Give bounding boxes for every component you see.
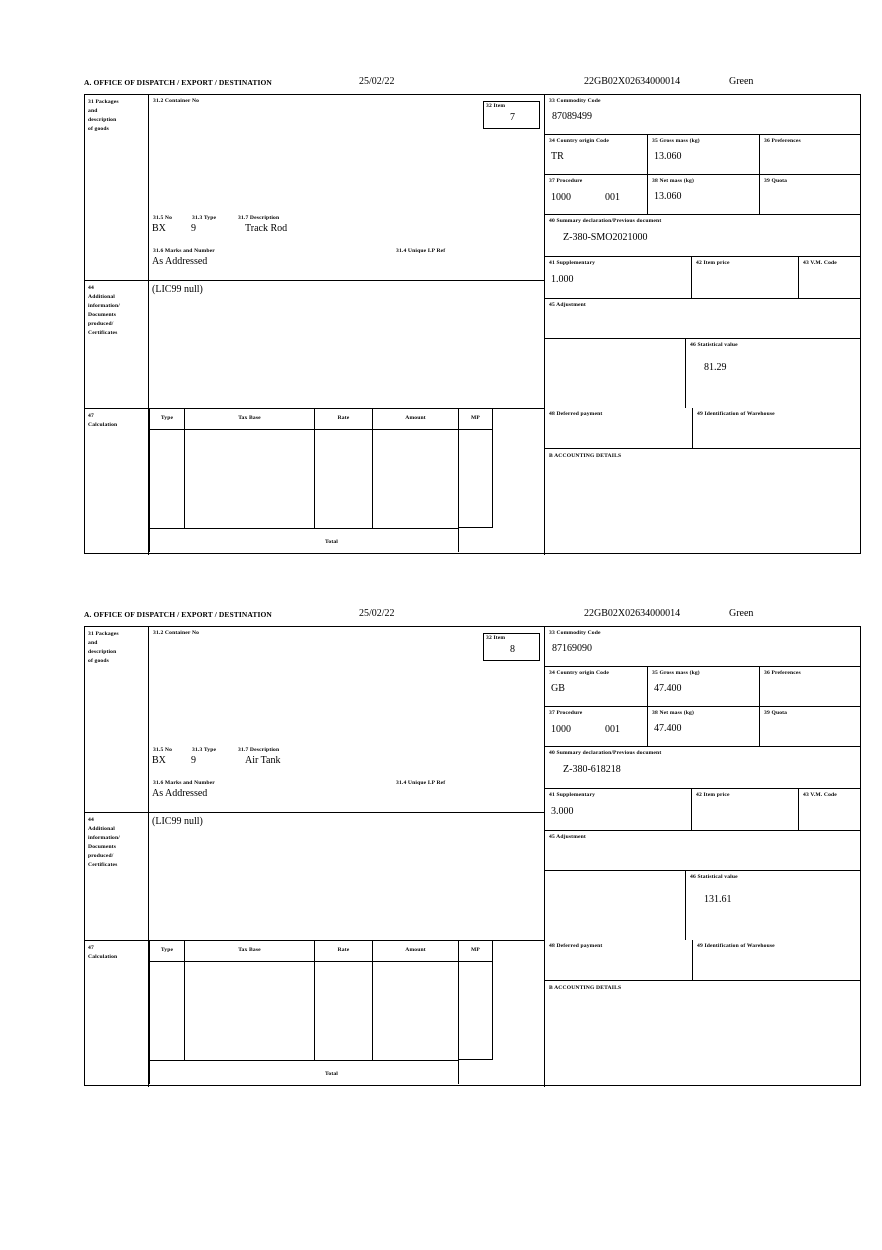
- procedure-additional-code-value: 001: [605, 724, 620, 735]
- box-32-item-number: [483, 101, 540, 129]
- calc-col-type-label: Type: [160, 947, 174, 953]
- box-34-label: 34 Country origin Code: [549, 138, 610, 144]
- box-36-label: 36 Preferences: [764, 138, 801, 144]
- box-47-label: 47 Calculation: [88, 945, 118, 960]
- box-32-label: 32 Item: [486, 635, 506, 641]
- marks-and-number-value: As Addressed: [152, 256, 208, 267]
- box-40-label: 40 Summary declaration/Previous document: [549, 218, 662, 224]
- box-46-label: 46 Statistical value: [690, 342, 738, 348]
- office-of-dispatch-label: A. OFFICE OF DISPATCH / EXPORT / DESTINATION: [84, 610, 272, 619]
- box-b-label: B ACCOUNTING DETAILS: [549, 453, 622, 459]
- box-37-label: 37 Procedure: [549, 178, 583, 184]
- box-37-label: 37 Procedure: [549, 710, 583, 716]
- box-31-3-label: 31.3 Type: [192, 747, 217, 753]
- box-b-label: B ACCOUNTING DETAILS: [549, 985, 622, 991]
- gross-mass-value: 13.060: [654, 150, 682, 162]
- box-42-label: 42 Item price: [696, 260, 730, 266]
- statistical-value-value: 131.61: [704, 893, 732, 905]
- box-44-label: 44 Additional information/ Documents produced/ Certificates: [88, 817, 120, 868]
- country-origin-code-value: GB: [551, 682, 565, 694]
- item-number-value: 7: [510, 112, 515, 123]
- calc-col-tax-base-label: Tax Base: [238, 947, 261, 953]
- box-34-label: 34 Country origin Code: [549, 670, 610, 676]
- marks-and-number-value: As Addressed: [152, 788, 208, 799]
- calc-col-mp-label: MP: [471, 947, 480, 953]
- calc-col-rate-label: Rate: [337, 415, 350, 421]
- declaration-date: 25/02/22: [359, 608, 395, 619]
- procedure-code-value: 1000: [551, 724, 571, 735]
- box-31-5-label: 31.5 No: [153, 747, 173, 753]
- box-38-label: 38 Net mass (kg): [652, 710, 695, 716]
- statistical-value-value: 81.29: [704, 361, 727, 373]
- declaration-date: 25/02/22: [359, 76, 395, 87]
- routing-lane: Green: [729, 608, 754, 619]
- goods-description-value: Air Tank: [245, 755, 281, 766]
- box-43-label: 43 V.M. Code: [803, 792, 837, 798]
- box-31-3-label: 31.3 Type: [192, 215, 217, 221]
- calc-col-rate-label: Rate: [337, 947, 350, 953]
- box-32-item-number: [483, 633, 540, 661]
- supplementary-units-value: 3.000: [551, 805, 574, 817]
- calc-col-amount-label: Amount: [405, 947, 426, 953]
- sheet-header-2: [84, 610, 861, 626]
- box-31-4-label: 31.4 Unique I.P Ref: [396, 780, 446, 786]
- box-33-label: 33 Commodity Code: [549, 98, 601, 104]
- box-46-label: 46 Statistical value: [690, 874, 738, 880]
- box-31-2-label: 31.2 Container No: [153, 630, 200, 636]
- box-32-label: 32 Item: [486, 103, 506, 109]
- sad-sheet-1: [84, 78, 861, 554]
- box-31-4-label: 31.4 Unique I.P Ref: [396, 248, 446, 254]
- box-40-label: 40 Summary declaration/Previous document: [549, 750, 662, 756]
- sheet-header-1: [84, 78, 861, 94]
- box-33-label: 33 Commodity Code: [549, 630, 601, 636]
- calc-total-label: Total: [325, 539, 338, 545]
- box-49-label: 49 Identification of Warehouse: [697, 411, 775, 417]
- box-47-label: 47 Calculation: [88, 413, 118, 428]
- box-36-label: 36 Preferences: [764, 670, 801, 676]
- box-31-label: 31 Packages and description of goods: [88, 99, 119, 132]
- box-38-label: 38 Net mass (kg): [652, 178, 695, 184]
- box-43-label: 43 V.M. Code: [803, 260, 837, 266]
- sad-grid-1: [84, 94, 861, 554]
- box-31-6-label: 31.6 Marks and Number: [153, 780, 215, 786]
- box-41-label: 41 Supplementary: [549, 792, 596, 798]
- packages-no-value: 9: [191, 223, 196, 234]
- box-39-label: 39 Quota: [764, 178, 788, 184]
- sad-grid-2: [84, 626, 861, 1086]
- gross-mass-value: 47.400: [654, 682, 682, 694]
- box-44-label: 44 Additional information/ Documents produced/ Certificates: [88, 285, 120, 336]
- box-31-6-label: 31.6 Marks and Number: [153, 248, 215, 254]
- office-of-dispatch-label: A. OFFICE OF DISPATCH / EXPORT / DESTINATION: [84, 78, 272, 87]
- packages-no-value: 9: [191, 755, 196, 766]
- box-31-2-label: 31.2 Container No: [153, 98, 200, 104]
- box-31-label: 31 Packages and description of goods: [88, 631, 119, 664]
- box-31-7-label: 31.7 Description: [238, 215, 280, 221]
- box-42-label: 42 Item price: [696, 792, 730, 798]
- box-41-label: 41 Supplementary: [549, 260, 596, 266]
- packages-type-value: BX: [152, 223, 166, 234]
- calc-total-label: Total: [325, 1071, 338, 1077]
- movement-reference-number: 22GB02X02634000014: [584, 608, 681, 619]
- box-49-label: 49 Identification of Warehouse: [697, 943, 775, 949]
- box-39-label: 39 Quota: [764, 710, 788, 716]
- additional-information-value: (LIC99 null): [152, 816, 203, 827]
- country-origin-code-value: TR: [551, 150, 564, 162]
- net-mass-value: 47.400: [654, 722, 682, 734]
- calc-col-tax-base-label: Tax Base: [238, 415, 261, 421]
- box-31-5-label: 31.5 No: [153, 215, 173, 221]
- supplementary-units-value: 1.000: [551, 273, 574, 285]
- box-35-label: 35 Gross mass (kg): [652, 138, 700, 144]
- box-48-label: 48 Deferred payment: [549, 411, 603, 417]
- previous-document-value: Z-380-618218: [563, 763, 621, 775]
- routing-lane: Green: [729, 76, 754, 87]
- net-mass-value: 13.060: [654, 190, 682, 202]
- additional-information-value: (LIC99 null): [152, 284, 203, 295]
- box-31-7-label: 31.7 Description: [238, 747, 280, 753]
- box-45-label: 45 Adjustment: [549, 834, 586, 840]
- procedure-code-value: 1000: [551, 192, 571, 203]
- commodity-code-value: 87089499: [552, 110, 592, 122]
- previous-document-value: Z-380-SMO2021000: [563, 231, 648, 243]
- procedure-additional-code-value: 001: [605, 192, 620, 203]
- calc-col-amount-label: Amount: [405, 415, 426, 421]
- calc-col-type-label: Type: [160, 415, 174, 421]
- item-number-value: 8: [510, 644, 515, 655]
- packages-type-value: BX: [152, 755, 166, 766]
- box-48-label: 48 Deferred payment: [549, 943, 603, 949]
- box-45-label: 45 Adjustment: [549, 302, 586, 308]
- movement-reference-number: 22GB02X02634000014: [584, 76, 681, 87]
- box-35-label: 35 Gross mass (kg): [652, 670, 700, 676]
- goods-description-value: Track Rod: [245, 223, 288, 234]
- commodity-code-value: 87169090: [552, 642, 592, 654]
- calc-col-mp-label: MP: [471, 415, 480, 421]
- sad-sheet-2: [84, 610, 861, 1086]
